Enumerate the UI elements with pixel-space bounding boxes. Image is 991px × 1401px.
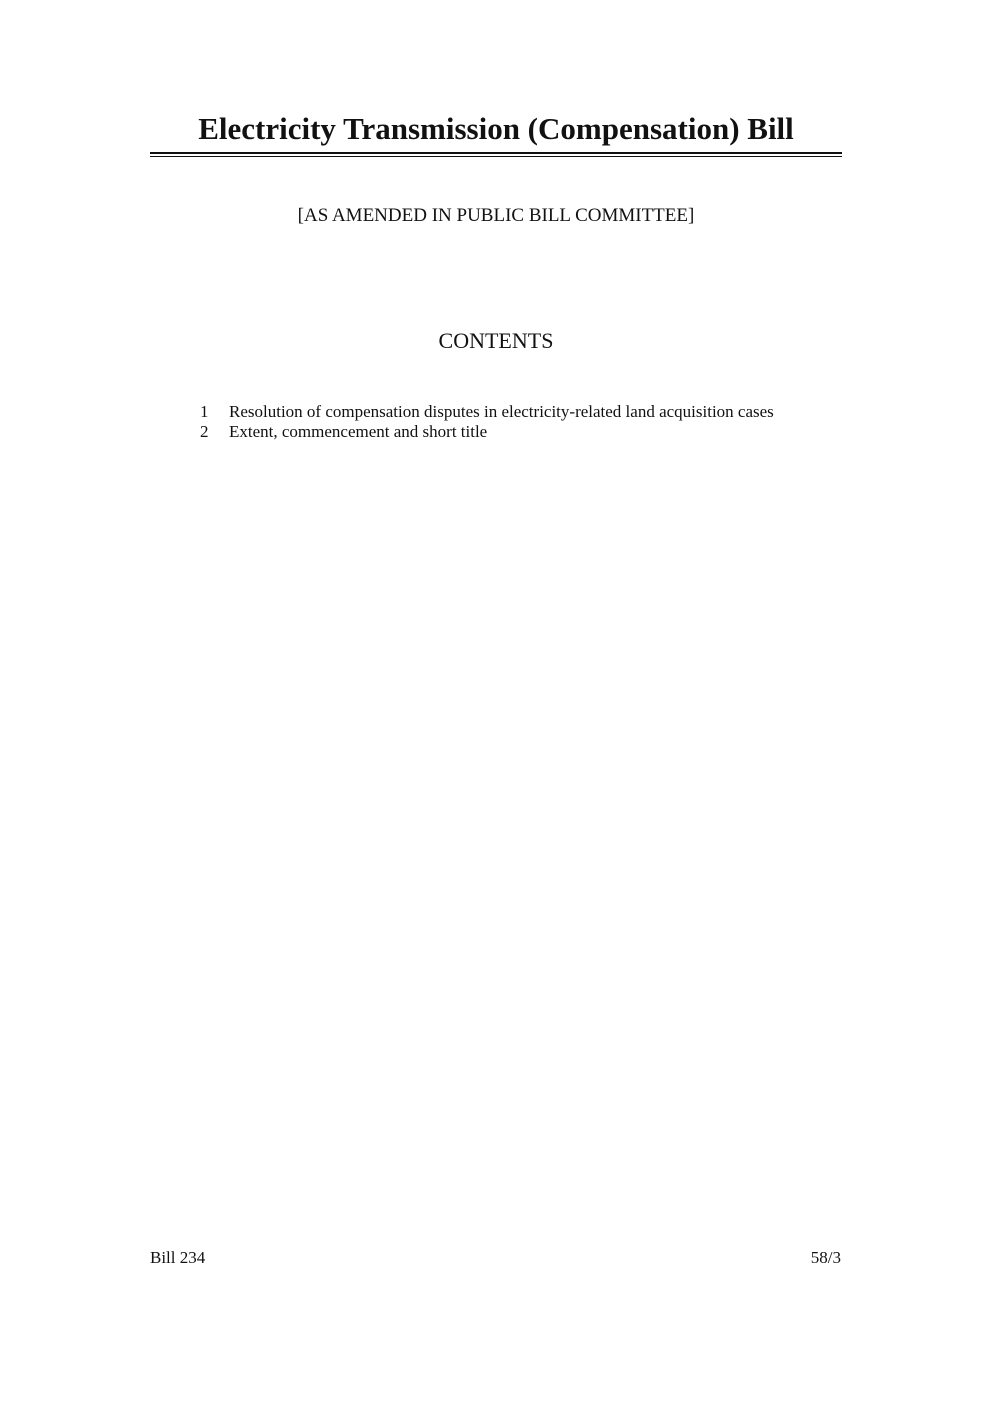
contents-item	[196, 402, 846, 422]
title-rule-thin	[150, 156, 842, 157]
contents-item-number: 1	[200, 402, 209, 421]
footer-bill-number: Bill 234	[150, 1248, 206, 1267]
contents-item-title: Resolution of compensation disputes in electricity-related land acquisition cases	[229, 402, 774, 421]
contents-item-title: Extent, commencement and short title	[229, 422, 488, 441]
footer-session-ref: 58/3	[810, 1248, 841, 1267]
contents-heading: CONTENTS	[438, 328, 554, 353]
bill-status: [AS AMENDED IN PUBLIC BILL COMMITTEE]	[297, 205, 695, 226]
contents-list	[196, 402, 846, 442]
title-rule-thick	[150, 152, 842, 154]
contents-item-number: 2	[200, 422, 209, 441]
bill-title: Electricity Transmission (Compensation) Bill	[198, 111, 794, 146]
contents-item	[196, 422, 846, 442]
